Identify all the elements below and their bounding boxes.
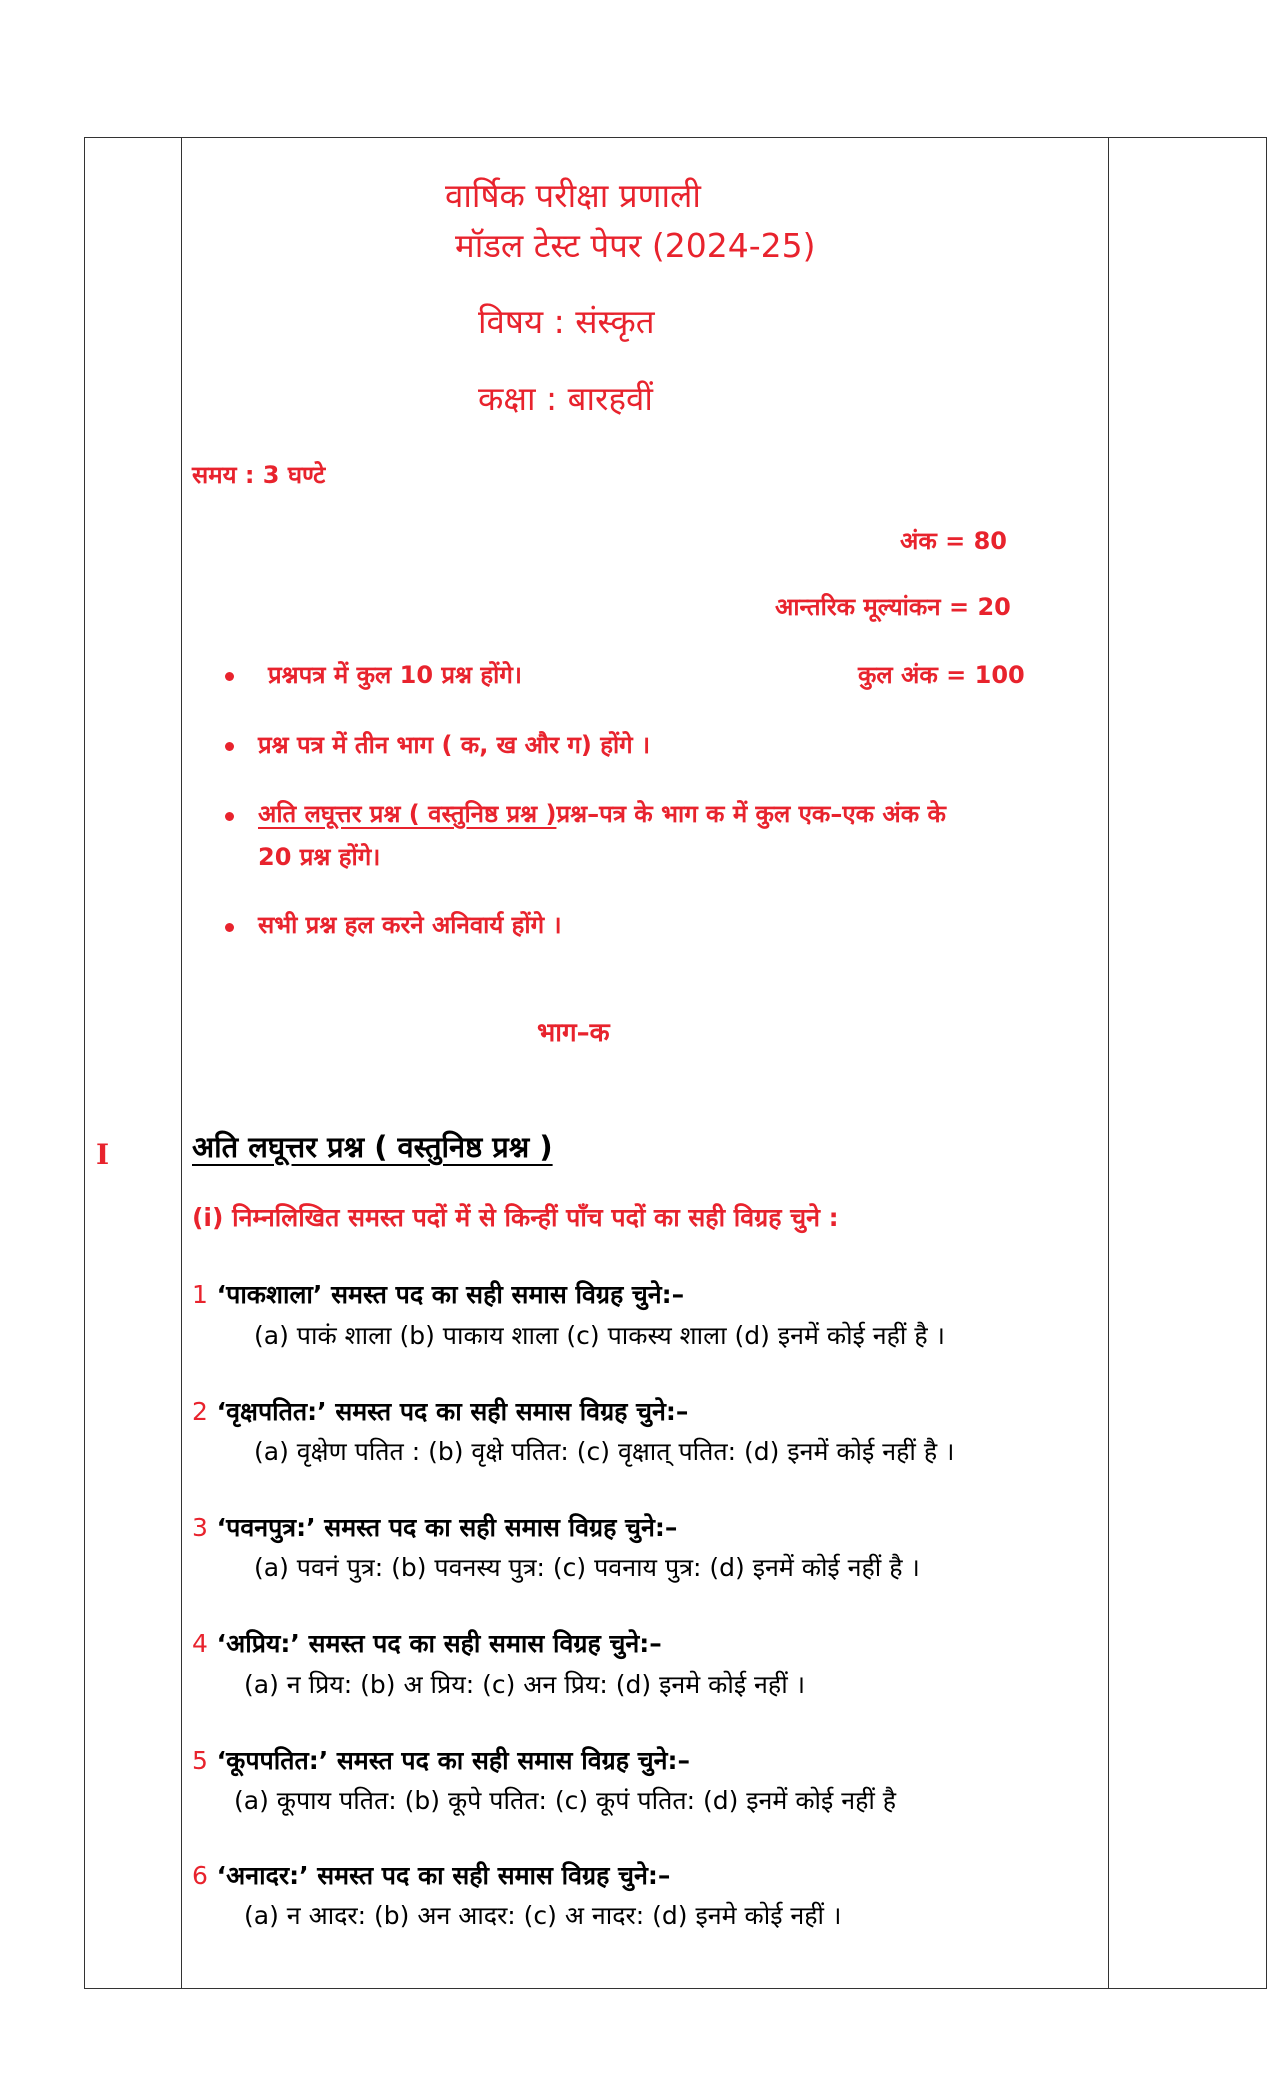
question-4: 4 ‘अप्रिय:’ समस्त पद का सही समास विग्रह चुने:–: [192, 1629, 662, 1658]
time-label: समय : 3 घण्टे: [192, 461, 326, 489]
bullet-icon: [225, 923, 234, 932]
column-divider-1: [181, 137, 182, 1989]
question-6-options: (a) न आदर: (b) अन आदर: (c) अ नादर: (d) इनमे कोई नहीं ।: [244, 1901, 842, 1930]
subject-label: विषय : संस्कृत: [478, 302, 655, 341]
instruction-4: सभी प्रश्न हल करने अनिवार्य होंगे ।: [258, 911, 562, 939]
question-5: 5 ‘कूपपतित:’ समस्त पद का सही समास विग्रह चुने:–: [192, 1746, 690, 1775]
question-3-options: (a) पवनं पुत्र: (b) पवनस्य पुत्र: (c) पवनाय पुत्र: (d) इनमें कोई नहीं है ।: [254, 1553, 920, 1582]
question-4-options: (a) न प्रिय: (b) अ प्रिय: (c) अन प्रिय: (d) इनमे कोई नहीं ।: [244, 1670, 806, 1699]
instruction-3: [258, 797, 946, 830]
question-6: 6 ‘अनादर:’ समस्त पद का सही समास विग्रह चुने:–: [192, 1861, 671, 1890]
question-3: 3 ‘पवनपुत्र:’ समस्त पद का सही समास विग्रह चुने:–: [192, 1513, 678, 1542]
section-instruction: (i) निम्नलिखित समस्त पदों में से किन्हीं पाँच पदों का सही विग्रह चुने :: [192, 1203, 839, 1232]
bullet-icon: [225, 742, 234, 751]
internal-assessment-label: आन्तरिक मूल्यांकन = 20: [775, 593, 1011, 621]
instruction-3-underlined: अति लघूत्तर प्रश्न ( वस्तुनिष्ठ प्रश्न ): [258, 800, 557, 828]
instruction-2: प्रश्न पत्र में तीन भाग ( क, ख और ग) होंगे ।: [258, 731, 651, 759]
question-1-options: (a) पाकं शाला (b) पाकाय शाला (c) पाकस्य शाला (d) इनमें कोई नहीं है ।: [254, 1321, 946, 1350]
instruction-3-rest: प्रश्न–पत्र के भाग क में कुल एक–एक अंक के: [556, 800, 946, 828]
table-frame: [84, 137, 1267, 1989]
total-marks-label: कुल अंक = 100: [858, 661, 1025, 689]
bullet-icon: [225, 672, 234, 681]
question-2: 2 ‘वृक्षपतित:’ समस्त पद का सही समास विग्रह चुने:–: [192, 1397, 689, 1426]
marks-label: अंक = 80: [900, 527, 1007, 555]
instruction-3-line2: 20 प्रश्न होंगे।: [258, 843, 381, 871]
section-title: भाग–क: [537, 1018, 610, 1048]
question-1: 1 ‘पाकशाला’ समस्त पद का सही समास विग्रह चुने:–: [192, 1280, 685, 1309]
question-number-I: I: [96, 1138, 110, 1171]
column-divider-2: [1108, 137, 1109, 1989]
class-label: कक्षा : बारहवीं: [478, 379, 653, 418]
instruction-1: प्रश्नपत्र में कुल 10 प्रश्न होंगे।: [268, 661, 522, 689]
question-2-options: (a) वृक्षेण पतित : (b) वृक्षे पतित: (c) वृक्षात् पतित: (d) इनमें कोई नहीं है ।: [254, 1437, 955, 1466]
section-heading: अति लघूत्तर प्रश्न ( वस्तुनिष्ठ प्रश्न ): [192, 1130, 553, 1164]
question-5-options: (a) कूपाय पतित: (b) कूपे पतित: (c) कूपं पतित: (d) इनमें कोई नहीं है: [234, 1786, 897, 1815]
exam-system-title: वार्षिक परीक्षा प्रणाली: [445, 176, 701, 215]
bullet-icon: [225, 812, 234, 821]
paper-title: मॉडल टेस्ट पेपर (2024-25): [455, 226, 816, 265]
